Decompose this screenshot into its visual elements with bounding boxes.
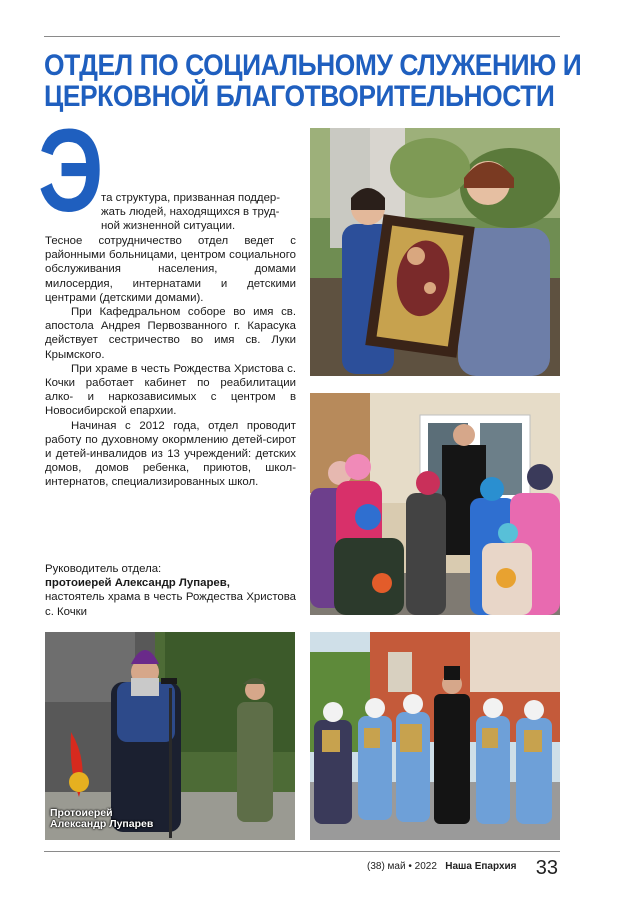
paragraph-4: Начиная с 2012 года, отдел проводит работу по духовному окормлению детей-сирот и детей-инвалидов из 13 учреждений: детских домов, домов ребенка, приютов, школ-интернатов, специализированных школ. (45, 419, 296, 489)
photo-caption (50, 808, 153, 830)
top-rule (44, 36, 560, 37)
head-position: настоятель храма в честь Рождества Христова с. Кочки (45, 591, 296, 618)
head-label: Руководитель отдела: (45, 563, 162, 575)
intro-lines (101, 191, 296, 234)
title-line-2: ЦЕРКОВНОЙ БЛАГОТВОРИТЕЛЬНОСТИ (44, 80, 555, 113)
footer-bullet: • (408, 861, 412, 872)
paragraph-3: При храме в честь Рождества Христова с. Кочки работает кабинет по реабилитации алко- и наркозависимых с центром в Новосибирской епархии. (45, 362, 296, 418)
intro-line-3: ной жизненной ситуации. (101, 220, 236, 233)
photo-women-with-icon (310, 128, 560, 376)
article-body (45, 234, 296, 490)
department-head (45, 562, 296, 619)
paragraph-1: Тесное сотрудничество отдел ведет с районными больницами, центром социального обслуживания населения, домами милосердия, интернатами и детскими центрами (детскими домами). (45, 235, 296, 304)
footer (367, 861, 517, 872)
intro-line-2: жать людей, находящихся в труд- (101, 206, 280, 219)
page-number: 33 (535, 857, 558, 879)
page-title (44, 49, 582, 113)
head-name: протоиерей Александр Лупарев, (45, 577, 230, 590)
title-line-1: ОТДЕЛ ПО СОЦИАЛЬНОМУ СЛУЖЕНИЮ И (44, 49, 582, 82)
bottom-rule (44, 851, 560, 852)
paragraph-2: При Кафедральном соборе во имя св. апостола Андрея Первозванного г. Карасука действует сестричество во имя св. Луки Крымского. (45, 306, 296, 361)
drop-cap: Э (38, 105, 104, 237)
caption-line-2: Александр Лупарев (50, 818, 154, 830)
footer-issue: (38) май (367, 861, 406, 872)
footer-journal: Наша Епархия (445, 861, 517, 872)
photo-sisters-with-bishop (310, 632, 560, 840)
intro-line-1: та структура, призванная поддер- (101, 192, 281, 204)
footer-year: 2022 (414, 861, 437, 872)
photo-children-group (310, 393, 560, 615)
caption-line-1: Протоиерей (50, 807, 113, 819)
